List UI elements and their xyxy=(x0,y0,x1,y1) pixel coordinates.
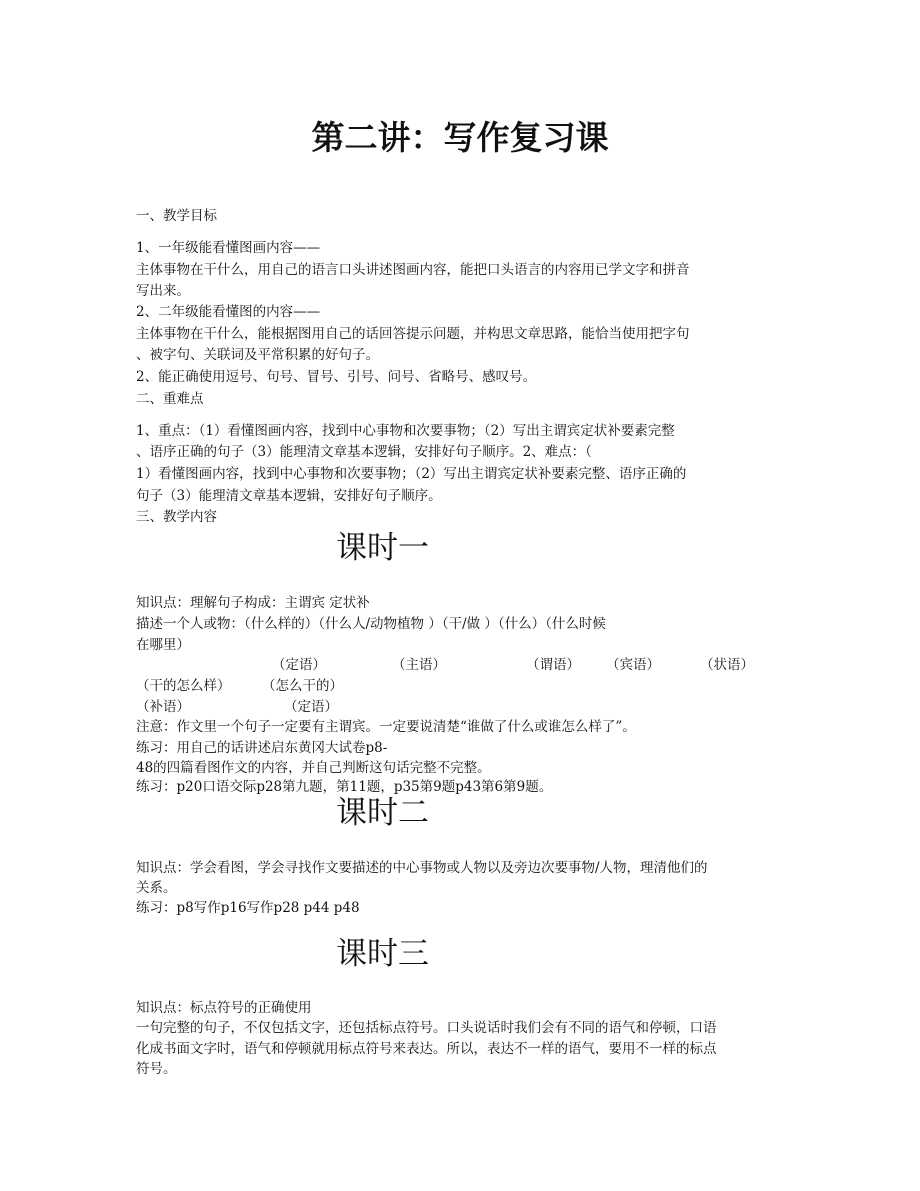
key-line3: 1）看懂图画内容，找到中心事物和次要事物；（2）写出主谓宾定状补要素完整、语序正确的 xyxy=(136,466,687,482)
label-how-done-result: （干的怎么样） xyxy=(136,678,231,694)
label-subject: （主语） xyxy=(392,657,446,673)
lesson3-body-line2: 化成书面文字时，语气和停顿就用标点符号来表达。所以，表达不一样的语气，要用不一样的标点 xyxy=(136,1041,717,1057)
goal1-label: 1、一年级能看懂图画内容—— xyxy=(136,240,321,256)
goal2-line2: 、被字句、关联词及平常积累的好句子。 xyxy=(136,347,379,363)
page-title: 第二讲：写作复习课 xyxy=(311,118,609,157)
lesson3-body-line1: 一句完整的句子，不仅包括文字，还包括标点符号。口头说话时我们会有不同的语气和停顿，口语 xyxy=(136,1020,717,1036)
label-how-done: （怎么干的） xyxy=(262,678,343,694)
goal1-line2: 写出来。 xyxy=(136,283,190,299)
key-heading: 二、重难点 xyxy=(136,391,204,407)
lesson2-knowledge-line1: 知识点：学会看图，学会寻找作文要描述的中心事物或人物以及旁边次要事物/人物，理清他们的 xyxy=(136,860,708,876)
label-object: （宾语） xyxy=(606,657,660,673)
lesson1-describe-line1: 描述一个人或物：（什么样的）（什么人/动物植物 ）（干/做 ）（什么）（什么时候 xyxy=(136,616,606,632)
label-predicate: （谓语） xyxy=(526,657,580,673)
key-line1: 1、重点：（1）看懂图画内容，找到中心事物和次要事物；（2）写出主谓宾定状补要素完整 xyxy=(136,423,675,439)
lesson3-knowledge: 知识点：标点符号的正确使用 xyxy=(136,1000,312,1016)
lesson3-body-line3: 符号。 xyxy=(136,1061,177,1077)
lesson1-practice2: 练习：p20口语交际p28第九题，第11题，p35第9题p43第6第9题。 xyxy=(136,779,553,795)
label-attributive: （定语） xyxy=(272,657,326,673)
goal3: 2、能正确使用逗号、句号、冒号、引号、问号、省略号、感叹号。 xyxy=(136,369,537,385)
key-line2: 、语序正确的句子（3）能理清文章基本逻辑，安排好句子顺序。2、难点：（ xyxy=(136,444,592,460)
label-attributive-2: （定语） xyxy=(284,699,338,715)
goals-heading: 一、教学目标 xyxy=(136,208,217,224)
content-heading: 三、教学内容 xyxy=(136,509,217,525)
lesson1-describe-line2: 在哪里） xyxy=(136,637,190,653)
lesson1-practice1-line1: 练习：用自己的话讲述启东黄冈大试卷p8- xyxy=(136,740,388,756)
key-line4: 句子（3）能理清文章基本逻辑，安排好句子顺序。 xyxy=(136,488,442,504)
lesson1-heading: 课时一 xyxy=(336,530,429,566)
goal2-line1: 主体事物在干什么，能根据图用自己的话回答提示问题，并构思文章思路，能恰当使用把字句 xyxy=(136,326,690,342)
lesson2-heading: 课时二 xyxy=(336,795,429,831)
label-complement: （补语） xyxy=(136,699,190,715)
lesson1-practice1-line2: 48的四篇看图作文的内容，并自己判断这句话完整不完整。 xyxy=(136,760,491,776)
goal1-line1: 主体事物在干什么，用自己的语言口头讲述图画内容，能把口头语言的内容用已学文字和拼音 xyxy=(136,262,690,278)
label-adverbial: （状语） xyxy=(700,657,754,673)
lesson2-practice: 练习：p8写作p16写作p28 p44 p48 xyxy=(136,900,360,916)
lesson2-knowledge-line2: 关系。 xyxy=(136,880,177,896)
lesson1-knowledge: 知识点：理解句子构成：主谓宾 定状补 xyxy=(136,595,370,611)
lesson1-note: 注意：作文里一个句子一定要有主谓宾。一定要说清楚“谁做了什么或谁怎么样了”。 xyxy=(136,719,636,735)
goal2-label: 2、二年级能看懂图的内容—— xyxy=(136,304,321,320)
lesson3-heading: 课时三 xyxy=(336,936,429,972)
